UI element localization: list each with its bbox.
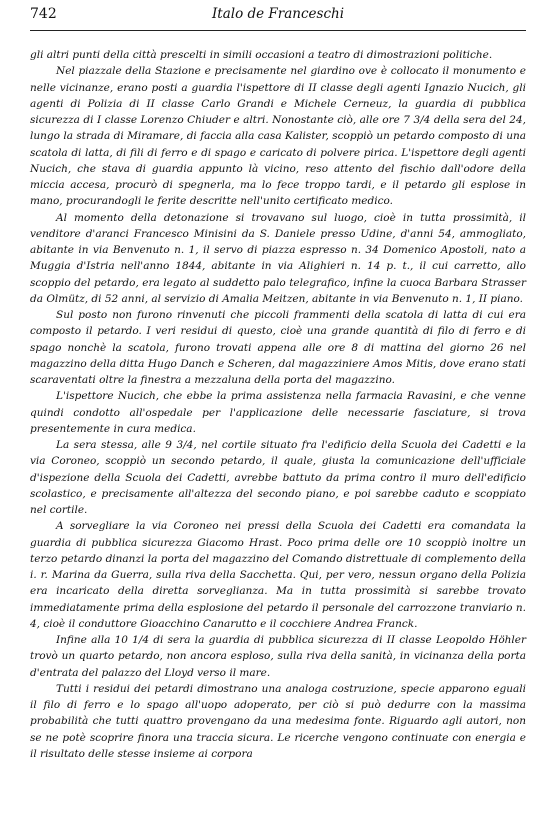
paragraph: Nel piazzale della Stazione e precisamente nel giardino ove è collocato il monumento e nelle vicinanze, erano posti a guardia l'ispettore di II classe degli agenti Ignazio Nucich, gli agenti di Polizia di II classe Carlo Grandi e Michele Cerneuz, la guardia di pubblica sicurezza di I classe Lorenzo Chiuder e altri. Nonostante ciò, alle ore 7 3/4 della sera del 24, lungo la strada di Miramare, di faccia alla casa Kalister, scoppiò un petardo composto di una scatola di latta, di fili di ferro e di spago e caricato di polvere pirica. L'ispettore degli agenti Nucich, che stava di guardia appunto là vicino, reso attento del fischio dall'odore della miccia accesa, procurò di spegnerla, ma lo fece troppo tardi, e il petardo gli esplose in mano, procurandogli le ferite descritte nell'unito certificato medico. [30,65,526,208]
paragraph: Infine alla 10 1/4 di sera la guardia di pubblica sicurezza di II classe Leopoldo Höhler trovò un quarto petardo, non ancora esploso, sulla riva della sanità, in vicinanza della porta d'entrata del palazzo del Lloyd verso il mare. [30,634,526,679]
paragraph: Tutti i residui dei petardi dimostrano una analoga costruzione, specie apparono eguali il filo di ferro e lo spago all'uopo adoperato, per ciò si può dedurre con la massima probabilità che tutti quattro provengano da una medesima fonte. Riguardo agli autori, non se ne potè scoprire finora una traccia sicura. Le ricerche vengono continuate con energia e il risultato delle stesse insieme ai corpora [30,682,526,760]
body-text [30,47,526,762]
paragraph: La sera stessa, alle 9 3/4, nel cortile situato fra l'edificio della Scuola dei Cadetti e la via Coroneo, scoppiò un secondo petardo, il quale, giusta la comunicazione dell'ufficiale d'ispezione della Scuola dei Cadetti, avrebbe battuto da prima contro il muro dell'edificio scolastico, e precisamente all'altezza del secondo piano, e poi sarebbe caduto e scoppiato nel cortile. [30,439,526,516]
paragraph: A sorvegliare la via Coroneo nei pressi della Scuola dei Cadetti era comandata la guardia di pubblica sicurezza Giacomo Hrast. Poco prima delle ore 10 scoppiò inoltre un terzo petardo dinanzi la porta del magazzino del Comando distrettuale di complemento della i. r. Marina da Guerra, sulla riva della Sacchetta. Qui, per vero, nessun organo della Polizia era incaricato della diretta sorveglianza. Ma in tutta prossimità si sarebbe trovato immediatamente prima della esplosione del petardo il personale del carrozzone tranviario n. 4, cioè il conduttore Gioacchino Canarutto e il cocchiere Andrea Franck. [30,520,526,630]
paragraph: L'ispettore Nucich, che ebbe la prima assistenza nella farmacia Ravasini, e che venne quindi condotto all'ospedale per l'applicazione delle necessarie fasciature, si trova presentemente in cura medica. [30,390,526,435]
header-rule [30,30,526,31]
page-number: 742 [30,6,57,22]
paragraph: gli altri punti della città prescelti in simili occasioni a teatro di dimostrazioni politiche. [30,49,493,61]
running-head: Italo de Franceschi [211,6,345,22]
page-header [30,6,526,28]
paragraph: Sul posto non furono rinvenuti che piccoli frammenti della scatola di latta di cui era composto il petardo. I veri residui di questo, cioè una grande quantità di filo di ferro e di spago nonchè la scatola, furono trovati appena alle ore 8 di mattina del giorno 26 nel magazzino della ditta Hugo Danch e Scheren, dal magazziniere Amos Mitis, dove erano stati scaraventati oltre la finestra a mezzaluna della porta del magazzino. [30,309,526,386]
paragraph: Al momento della detonazione si trovavano sul luogo, cioè in tutta prossimità, il venditore d'aranci Francesco Minisini da S. Daniele presso Udine, d'anni 54, ammogliato, abitante in via Benvenuto n. 1, il servo di piazza espresso n. 34 Domenico Apostoli, nato a Muggia d'Istria nell'anno 1844, abitante in via Alighieri n. 14 p. t., il cui carretto, allo scoppio del petardo, era legato al suddetto palo telegrafico, infine la cuoca Barbara Strasser da Olmütz, di 52 anni, al servizio di Amalia Meitzen, abitante in via Benvenuto n. 1, II piano. [30,211,526,305]
